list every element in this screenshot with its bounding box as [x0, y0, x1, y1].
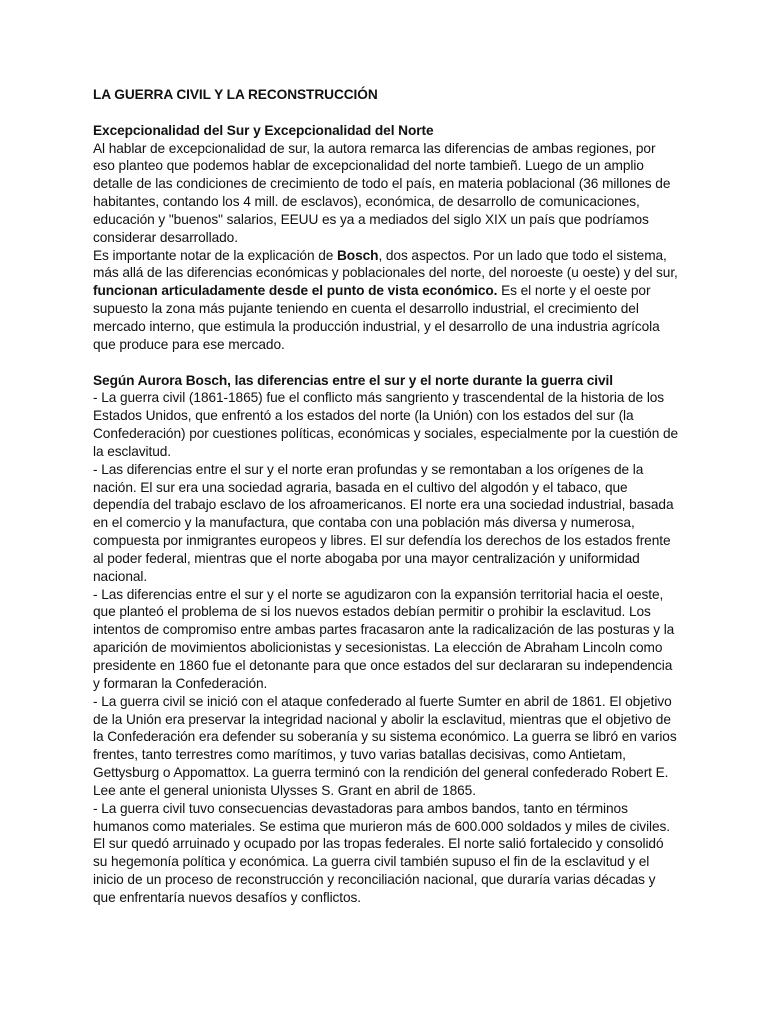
- spacer: [93, 354, 678, 372]
- text-run: Es el norte y el oeste por supuesto la zona más pujante teniendo en cuenta el desarrollo industrial, el crecimiento del mercado interno, que estimula la producción industrial, y el desarrollo de una industria agrícola que produce para ese mercado.: [93, 283, 660, 352]
- list-item: - Las diferencias entre el sur y el norte se agudizaron con la expansión territorial hacia el oeste, que planteó el problema de si los nuevos estados debían permitir o prohibir la esclavitud. Los intentos de compromiso entre ambas partes fracasaron ante la radicalización de las posturas y la aparición de movimientos abolicionistas y secesionistas. La elección de Abraham Lincoln como presidente en 1860 fue el detonante para que once estados del sur declararan su independencia y formaran la Confederación.: [93, 586, 675, 691]
- list-item: - Las diferencias entre el sur y el norte eran profundas y se remontaban a los orígenes de la nación. El sur era una sociedad agraria, basada en el cultivo del algodón y el tabaco, que dependía del trabajo esclavo de los afroamericanos. El norte era una sociedad industrial, basada en el comercio y la manufactura, que contaba con una población más diversa y numerosa, compuesta por inmigrantes europeos y libres. El sur defendía los derechos de los estados frente al poder federal, mientras que el norte abogaba por una mayor centralización y uniformidad nacional.: [93, 461, 674, 584]
- list-item: - La guerra civil tuvo consecuencias devastadoras para ambos bandos, tanto en términos humanos como materiales. Se estima que murieron más de 600.000 soldados y miles de civiles. El sur quedó arruinado y ocupado por las tropas federales. El norte salió fortalecido y consolidó su hegemonía política y económica. La guerra civil también supuso el fin de la esclavitud y el inicio de un proceso de reconstrucción y reconciliación nacional, que duraría varias décadas y que enfrentaría nuevos desafíos y conflictos.: [93, 800, 671, 905]
- section-1-paragraph-1: Al hablar de excepcionalidad de sur, la autora remarca las diferencias de ambas regiones, por eso planteo que podemos hablar de excepcionalidad del norte tambieñ. Luego de un amplio detalle de las condiciones de crecimiento de todo el país, en materia poblacional (36 millones de habitantes, contando los 4 mill. de esclavos), económica, de desarrollo de comunicaciones, educación y "buenos" salarios, EEUU es ya a mediados del siglo XIX un país que podríamos considerar desarrollado.: [93, 140, 671, 245]
- section-1-heading: Excepcionalidad del Sur y Excepcionalidad del Norte: [93, 122, 434, 138]
- text-run: Es importante notar de la explicación de: [93, 247, 337, 263]
- list-item: - La guerra civil se inició con el ataque confederado al fuerte Sumter en abril de 1861. El objetivo de la Unión era preservar la integridad nacional y abolir la esclavitud, mientras que el objetivo de la Confederación era defender su soberanía y su sistema económico. La guerra se libró en varios frentes, tanto terrestres como marítimos, y tuvo varias batallas decisivas, como Antietam, Gettysburg o Appomattox. La guerra terminó con la rendición del general confederado Robert E. Lee ante el general unionista Ulysses S. Grant en abril de 1865.: [93, 693, 677, 798]
- bold-run: funcionan articuladamente desde el punto de vista económico.: [93, 283, 498, 299]
- document-page: [93, 86, 678, 907]
- section-2-heading: Según Aurora Bosch, las diferencias entre el sur y el norte durante la guerra civil: [93, 372, 613, 388]
- list-item: - La guerra civil (1861-1865) fue el conflicto más sangriento y trascendental de la historia de los Estados Unidos, que enfrentó a los estados del norte (la Unión) con los estados del sur (la Confederación) por cuestiones políticas, económicas y sociales, especialmente por la cuestión de la esclavitud.: [93, 390, 679, 459]
- document-title: LA GUERRA CIVIL Y LA RECONSTRUCCIÓN: [93, 87, 378, 102]
- text-run: , dos aspectos. Por un lado que todo el sistema, más allá de las diferencias económicas y poblacionales del norte, del noroeste (u oeste) y del sur,: [93, 247, 678, 281]
- spacer: [93, 104, 678, 122]
- bold-run: Bosch: [337, 247, 379, 263]
- section-1-paragraph-2: [93, 247, 678, 354]
